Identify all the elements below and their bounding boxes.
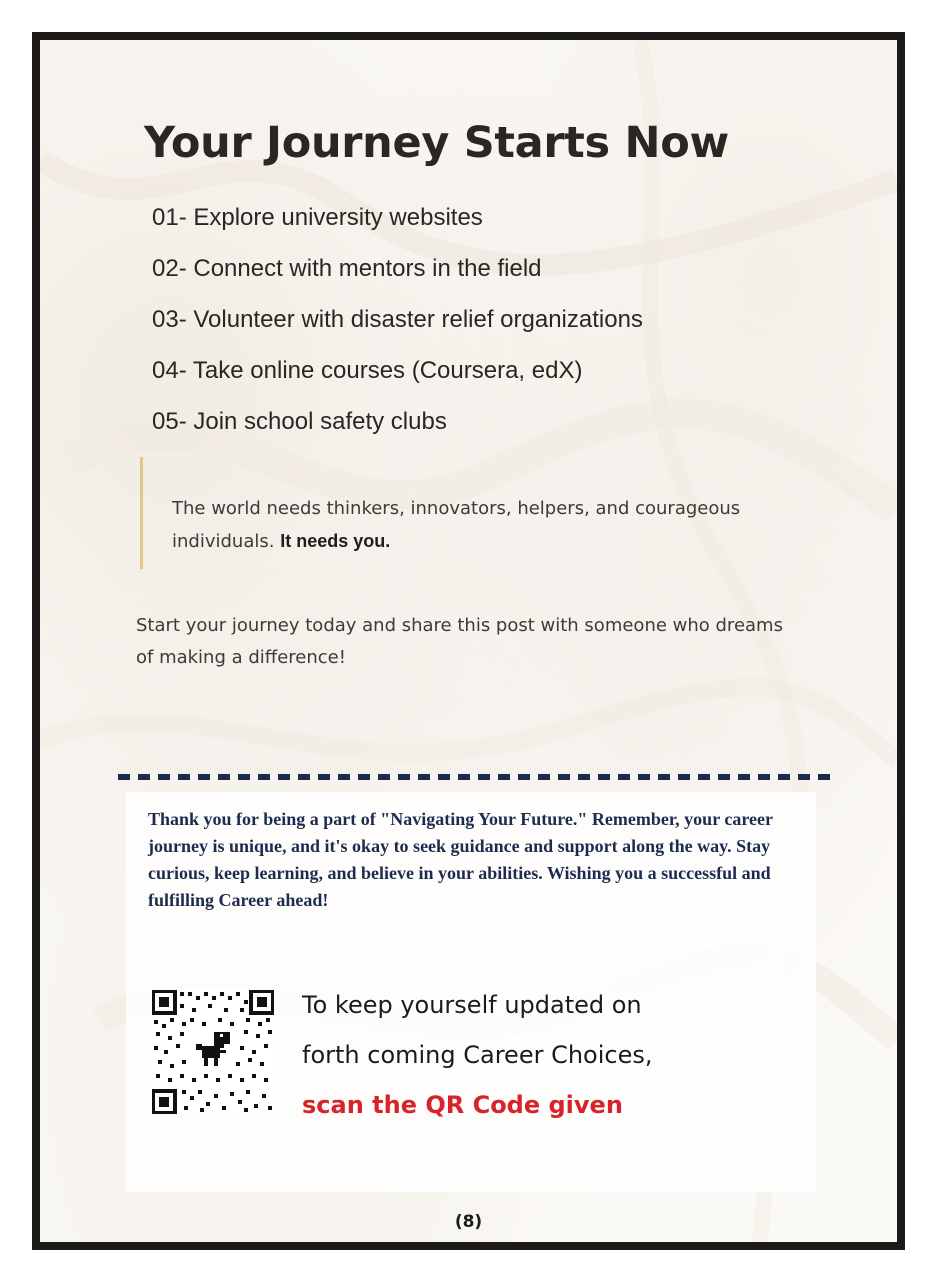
page-number: (8) — [454, 1212, 483, 1232]
step-item: 01- Explore university websites — [152, 204, 483, 231]
step-item: 03- Volunteer with disaster relief organizations — [152, 306, 643, 333]
scan-qr-instruction: scan the QR Code given — [302, 1091, 623, 1119]
page-frame — [32, 32, 905, 1250]
qr-code-icon — [152, 990, 274, 1114]
steps-list — [152, 204, 643, 459]
quote-block — [140, 457, 820, 569]
thank-you-message: Thank you for being a part of "Navigating Your Future." Remember, your career journey is unique, and it's okay to seek guidance and support along the way. Stay curious, keep learning, and believe in your abilities. Wishing you a successful and fulfilling Career ahead! — [148, 809, 773, 910]
closing-panel — [126, 792, 816, 1192]
update-note — [302, 980, 653, 1130]
update-line-2: forth coming Career Choices, — [302, 1041, 653, 1069]
quote-text-container — [172, 493, 802, 558]
dashed-divider — [118, 774, 830, 780]
quote-text: The world needs thinkers, innovators, helpers, and courageous individuals. — [172, 498, 741, 552]
step-item: 04- Take online courses (Coursera, edX) — [152, 357, 583, 384]
quote-emphasis: It needs you. — [280, 531, 391, 551]
share-call-to-action: Start your journey today and share this post with someone who dreams of making a difference! — [136, 615, 783, 668]
step-item: 05- Join school safety clubs — [152, 408, 447, 435]
step-item: 02- Connect with mentors in the field — [152, 255, 542, 282]
update-line-1: To keep yourself updated on — [302, 991, 642, 1019]
page-title: Your Journey Starts Now — [144, 118, 729, 168]
